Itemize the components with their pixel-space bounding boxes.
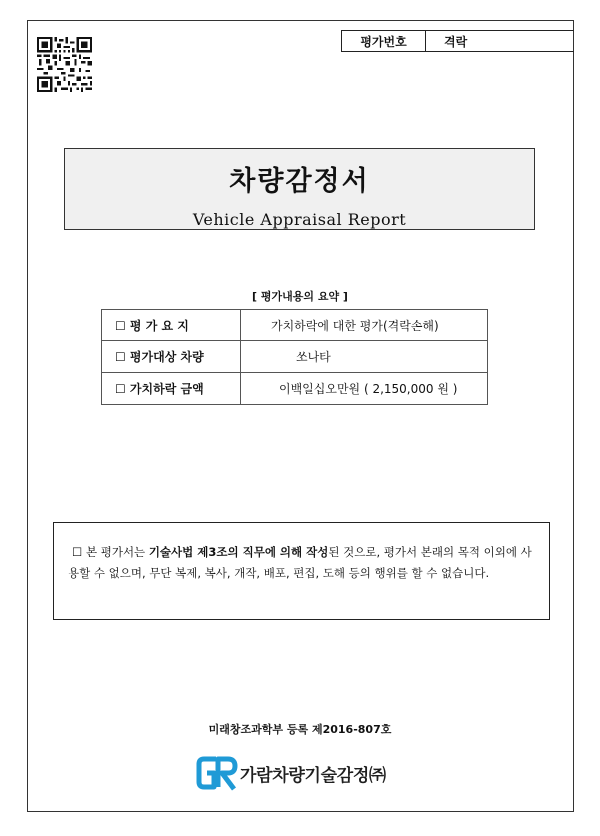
summary-label-purpose: ☐ 평 가 요 지 [102,310,241,341]
summary-label-amount: ☐ 가치하락 금액 [102,373,241,405]
evaluation-number-value: 격락 [444,34,468,49]
table-row [102,310,488,341]
summary-heading: [ 평가내용의 요약 ] [252,290,348,303]
notice-bold: 기술사법 제3조의 직무에 의해 작성 [148,545,329,559]
table-row [102,373,488,405]
notice-prefix: ☐ 본 평가서는 [72,545,149,559]
summary-value-vehicle: 쏘나타 [241,341,488,373]
summary-value-purpose: 가치하락에 대한 평가(격락손해) [241,310,488,341]
notice-suffix: 된 것으로, 평가서 본래의 목적 이외에 사용할 수 없으며, 무단 복제, 복사, 개작, 배포, 편집, 도해 등의 행위를 할 수 없습니다. [68,545,532,580]
page-title: 차량감정서 [229,166,370,197]
company-logo-icon [196,753,238,793]
qr-code-icon [37,37,92,92]
company-name: 가람차량기술감정㈜ [240,765,386,786]
summary-value-amount: 이백일십오만원 ( 2,150,000 원 ) [241,373,488,405]
registry-number: 미래창조과학부 등록 제2016-807호 [208,723,392,736]
summary-label-vehicle: ☐ 평가대상 차량 [102,341,241,373]
table-row [102,341,488,373]
company-brand [196,752,386,794]
evaluation-number-table [341,30,574,52]
summary-table [101,309,488,405]
page-border [27,20,574,812]
page-subtitle: Vehicle Appraisal Report [192,210,407,229]
evaluation-number-label: 평가번호 [342,31,426,51]
title-box [64,148,535,230]
notice-box [53,522,550,620]
